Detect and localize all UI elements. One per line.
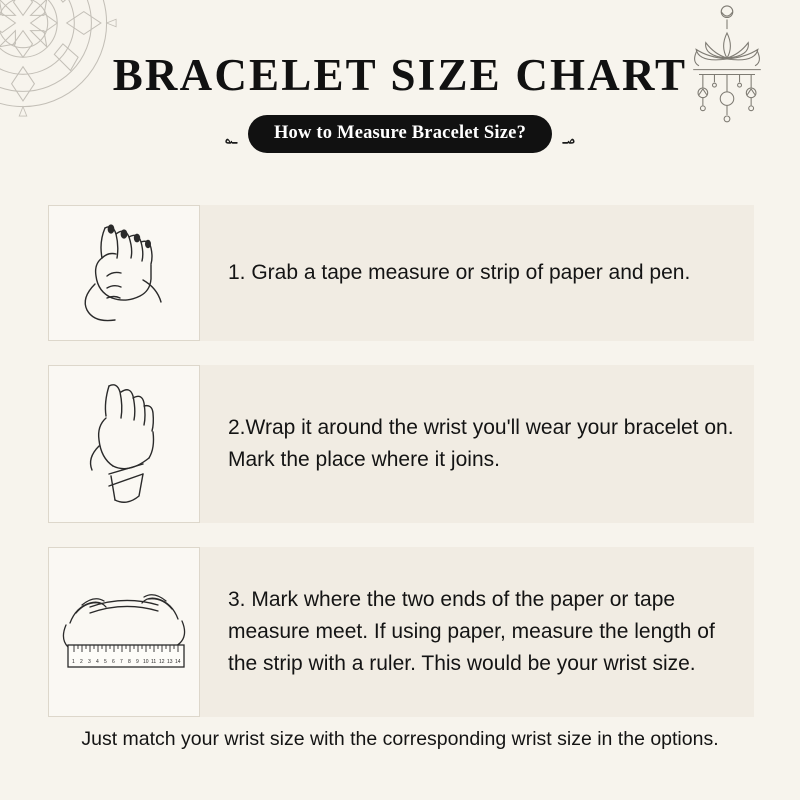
subtitle-row	[0, 115, 800, 153]
svg-text:9: 9	[136, 659, 139, 665]
step-1-text: 1. Grab a tape measure or strip of paper and pen.	[228, 261, 691, 285]
svg-text:1: 1	[72, 659, 75, 665]
svg-text:8: 8	[128, 659, 131, 665]
subtitle-badge: How to Measure Bracelet Size?	[248, 115, 552, 153]
step-3-text: 3. Mark where the two ends of the paper or tape measure meet. If using paper, measure the length of the strip with a ruler. This would be your wrist size.	[228, 588, 715, 675]
svg-text:2: 2	[80, 659, 83, 665]
tape-wrapped-around-wrist-illustration	[59, 374, 189, 514]
step-3-image	[48, 547, 200, 717]
svg-text:4: 4	[96, 659, 99, 665]
ruler-measuring-strip-illustration	[52, 567, 196, 697]
svg-text:6: 6	[112, 659, 115, 665]
steps-list	[48, 205, 754, 741]
page-title: BRACELET SIZE CHART	[112, 50, 688, 100]
page-header	[0, 52, 800, 153]
svg-text:5: 5	[104, 659, 107, 665]
svg-text:14: 14	[175, 659, 181, 665]
step-2-image	[48, 365, 200, 523]
svg-text:3: 3	[88, 659, 91, 665]
svg-text:7: 7	[120, 659, 123, 665]
list-item	[48, 547, 754, 717]
footer-note: Just match your wrist size with the corresponding wrist size in the options.	[81, 728, 719, 750]
list-item	[48, 365, 754, 523]
swirl-right-icon: ؃	[562, 121, 575, 147]
hand-holding-tape-illustration	[59, 214, 189, 332]
swirl-left-icon: ؃	[225, 121, 238, 147]
svg-text:10: 10	[143, 659, 149, 665]
step-1-image	[48, 205, 200, 341]
list-item	[48, 205, 754, 341]
step-2-text: 2.Wrap it around the wrist you'll wear your bracelet on. Mark the place where it joins.	[228, 416, 734, 471]
svg-text:11: 11	[151, 659, 157, 665]
svg-text:12: 12	[159, 659, 165, 665]
svg-text:13: 13	[167, 659, 173, 665]
